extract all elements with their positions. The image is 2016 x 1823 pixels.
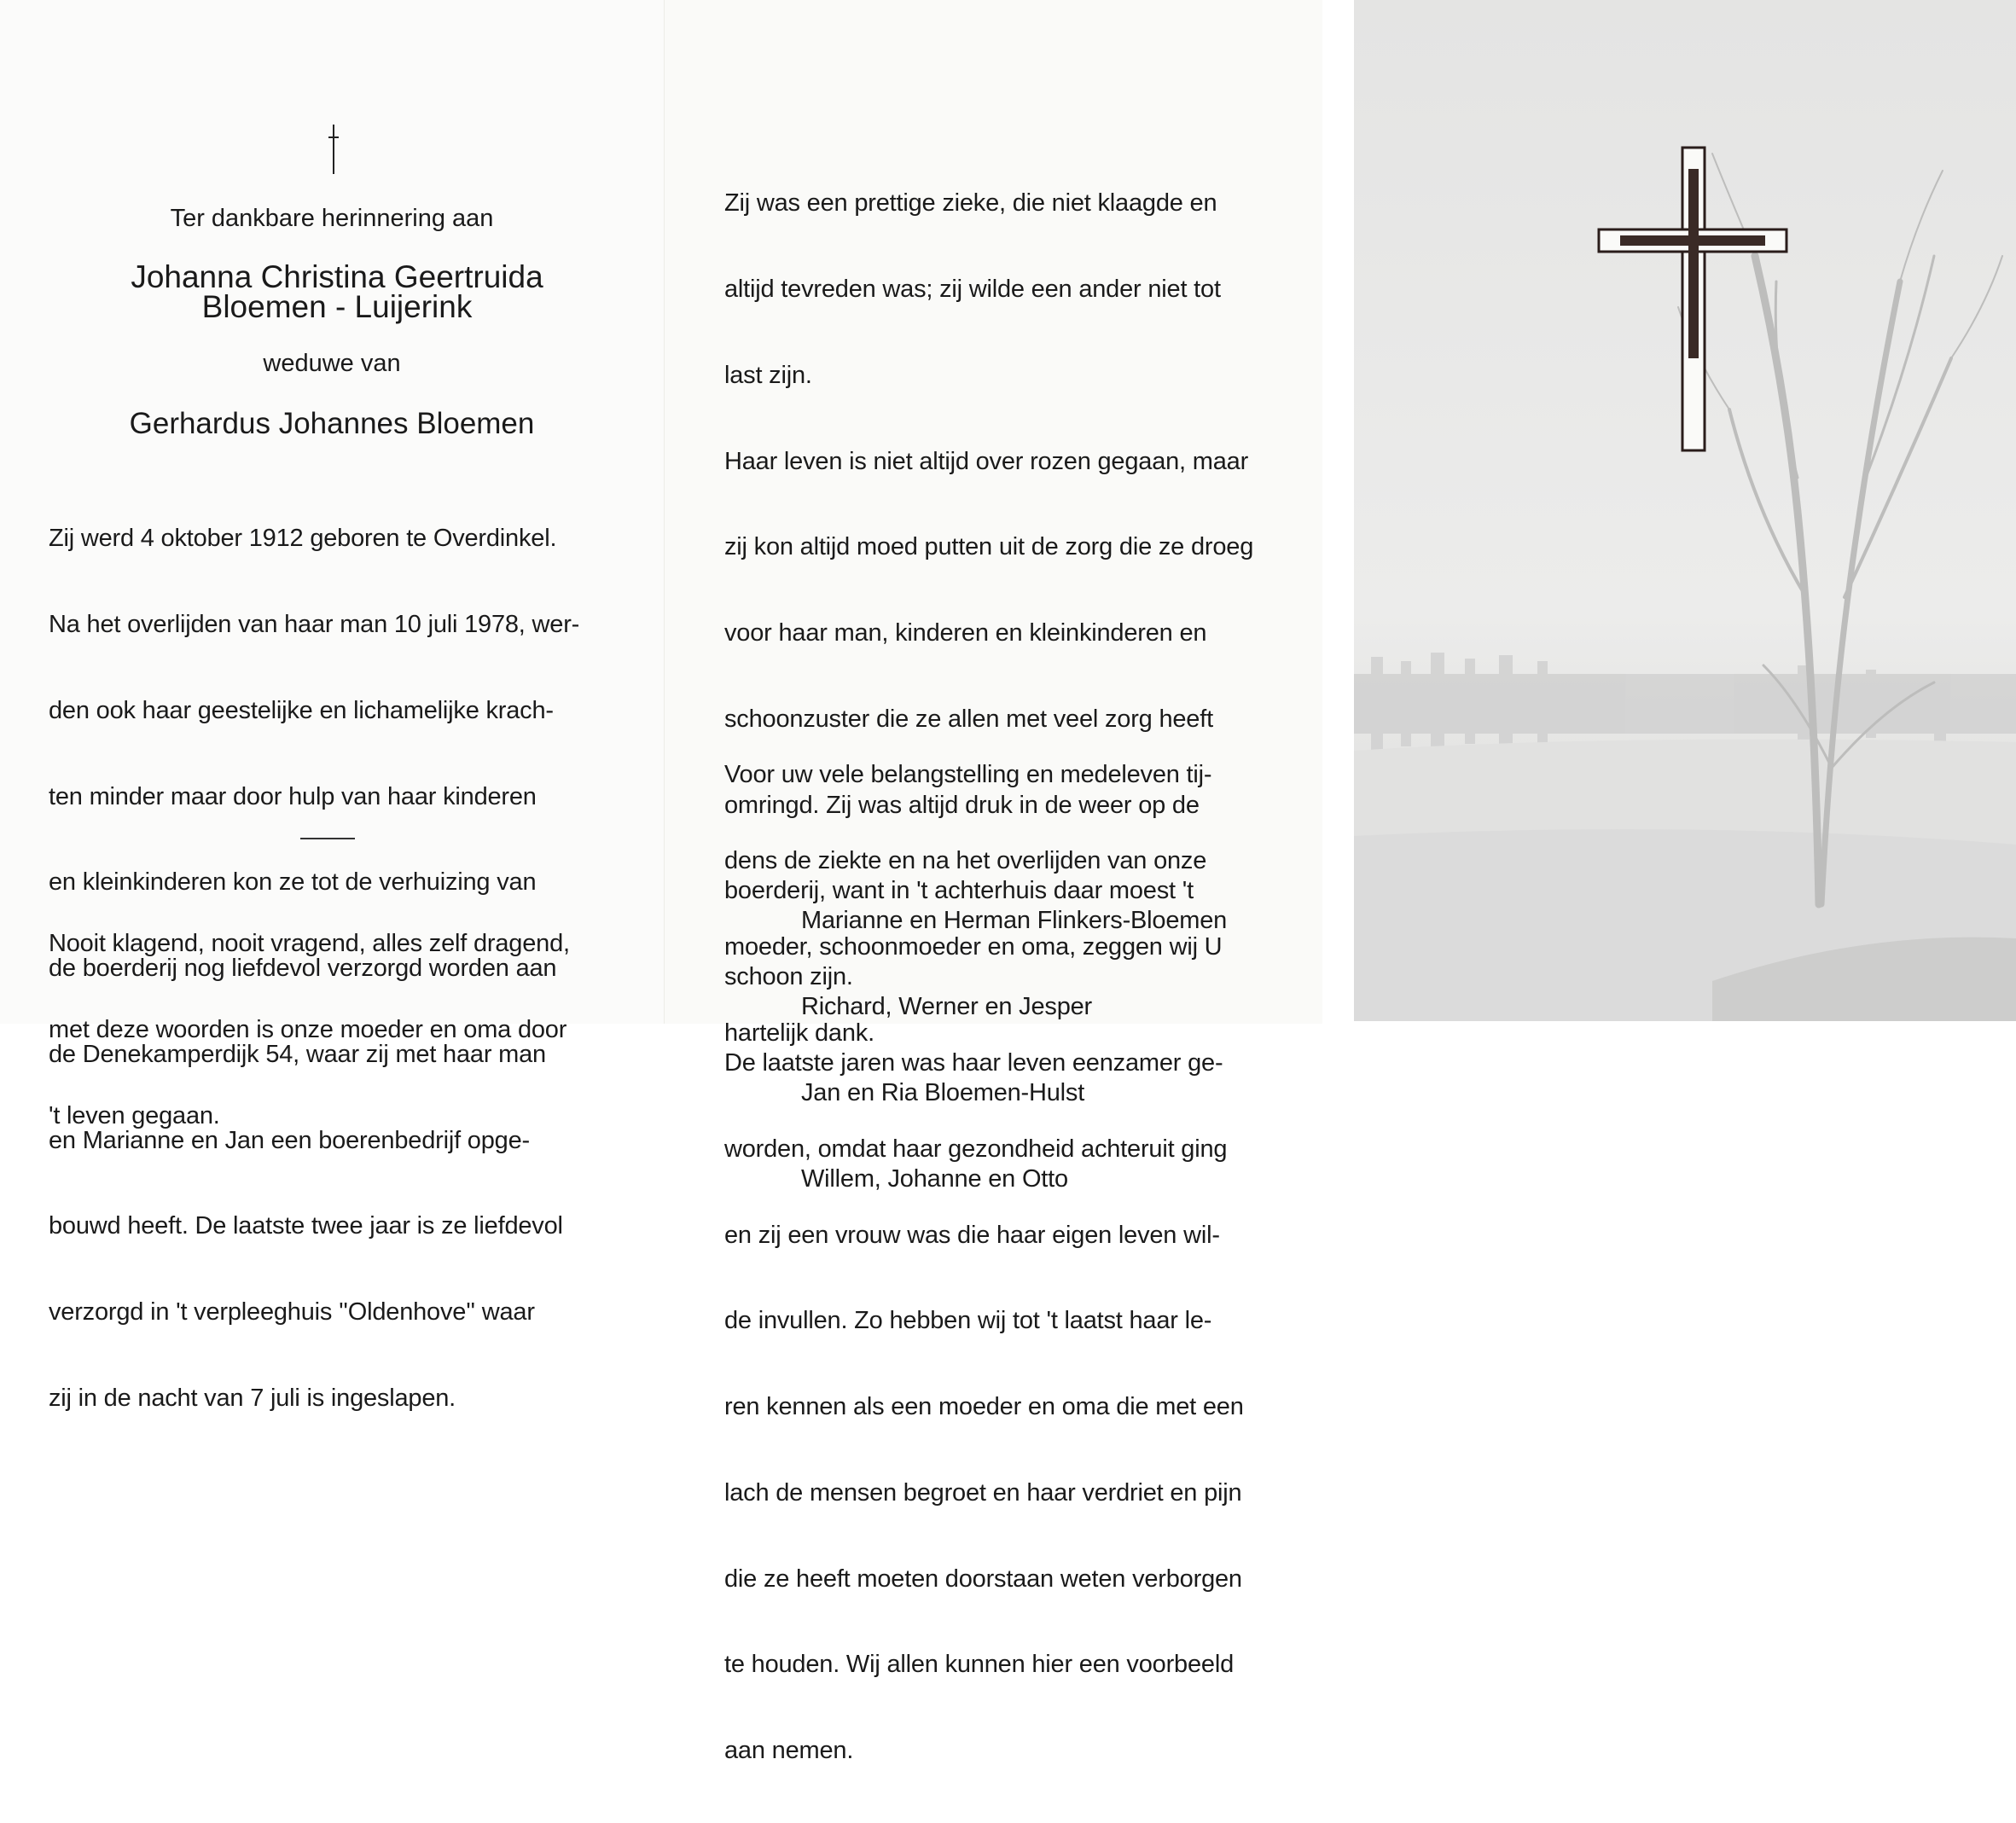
bio-line: bouwd heeft. De laatste twee jaar is ze liefdevol bbox=[49, 1212, 563, 1240]
text-line: lach de mensen begroet en haar verdriet en pijn bbox=[724, 1478, 1242, 1507]
family-line: Richard, Werner en Jesper bbox=[801, 992, 1093, 1020]
text-line: Haar leven is niet altijd over rozen gegaan, maar bbox=[724, 447, 1249, 475]
thanks-line: dens de ziekte en na het overlijden van onze bbox=[724, 846, 1207, 874]
bio-line: verzorgd in 't verpleeghuis ''Oldenhove'' waar bbox=[49, 1298, 535, 1327]
text-line: schoonzuster die ze allen met veel zorg heeft bbox=[724, 705, 1213, 733]
bio-line: en kleinkinderen kon ze tot de verhuizing van bbox=[49, 868, 537, 897]
deceased-name-line2: Bloemen - Luijerink bbox=[201, 289, 473, 324]
bio-line: den ook haar geestelijke en lichamelijke krach- bbox=[49, 696, 554, 724]
cross-icon bbox=[1596, 145, 1789, 454]
cover-photo bbox=[1354, 0, 2016, 1021]
motto-line: met deze woorden is onze moeder en oma door bbox=[49, 1015, 567, 1043]
left-page bbox=[0, 0, 664, 1412]
thanks-line: Voor uw vele belangstelling en medeleven tij- bbox=[724, 761, 1212, 789]
text-line: ren kennen als een moeder en oma die met een bbox=[724, 1393, 1244, 1421]
text-line: schoon zijn. bbox=[724, 963, 853, 991]
bio-line: de Denekamperdijk 54, waar zij met haar man bbox=[49, 1040, 546, 1068]
bio-line: zij in de nacht van 7 juli is ingeslapen. bbox=[49, 1385, 456, 1412]
family-line: Willem, Johanne en Otto bbox=[801, 1164, 1068, 1193]
text-line: en zij een vrouw was die haar eigen leven wil- bbox=[724, 1221, 1220, 1249]
text-line: aan nemen. bbox=[724, 1737, 854, 1765]
text-line: Zij was een prettige zieke, die niet klaagde en bbox=[724, 189, 1217, 218]
text-line: altijd tevreden was; zij wilde een ander niet tot bbox=[724, 275, 1221, 303]
thanks-line: moeder, schoonmoeder en oma, zeggen wij U bbox=[724, 932, 1223, 961]
text-line: last zijn. bbox=[724, 361, 812, 389]
thanks-line: hartelijk dank. bbox=[724, 1019, 874, 1047]
text-line: omringd. Zij was altijd druk in de weer op de bbox=[724, 791, 1200, 819]
widow-of-text: weduwe van bbox=[263, 350, 401, 377]
text-line: te houden. Wij allen kunnen hier een voorbeeld bbox=[724, 1651, 1234, 1679]
family-signatures bbox=[801, 850, 1227, 1251]
text-line: de invullen. Zo hebben wij tot 't laatst haar le- bbox=[724, 1307, 1212, 1335]
motto-line: 't leven gegaan. bbox=[49, 1101, 220, 1129]
bio-line: Na het overlijden van haar man 10 juli 1978, wer- bbox=[49, 610, 580, 638]
text-line: voor haar man, kinderen en kleinkinderen en bbox=[724, 619, 1207, 647]
husband-name: Gerhardus Johannes Bloemen bbox=[129, 407, 535, 440]
bio-line: en Marianne en Jan een boerenbedrijf opge- bbox=[49, 1126, 530, 1154]
text-line: De laatste jaren was haar leven eenzamer ge- bbox=[724, 1049, 1223, 1077]
family-line: Marianne en Herman Flinkers-Bloemen bbox=[801, 907, 1228, 935]
intro-text: Ter dankbare herinnering aan bbox=[170, 205, 494, 232]
cross-icon bbox=[328, 125, 339, 174]
text-line: worden, omdat haar gezondheid achteruit ging bbox=[724, 1135, 1228, 1163]
family-line: Jan en Ria Bloemen-Hulst bbox=[801, 1078, 1085, 1106]
bio-line: de boerderij nog liefdevol verzorgd worden aan bbox=[49, 955, 557, 983]
divider bbox=[300, 838, 355, 839]
bio-line: ten minder maar door hulp van haar kinderen bbox=[49, 782, 537, 810]
motto bbox=[49, 873, 570, 1188]
text-line: die ze heeft moeten doorstaan weten verborgen bbox=[724, 1565, 1242, 1593]
deceased-name-line1: Johanna Christina Geertruida bbox=[131, 259, 543, 294]
text-line: zij kon altijd moed putten uit de zorg die ze droeg bbox=[724, 533, 1254, 561]
text-line: boerderij, want in 't achterhuis daar moest 't bbox=[724, 877, 1194, 905]
bio-line: Zij werd 4 oktober 1912 geboren te Overdinkel. bbox=[49, 525, 557, 553]
motto-line: Nooit klagend, nooit vragend, alles zelf dragend, bbox=[49, 930, 570, 958]
middle-page bbox=[664, 0, 1322, 1765]
